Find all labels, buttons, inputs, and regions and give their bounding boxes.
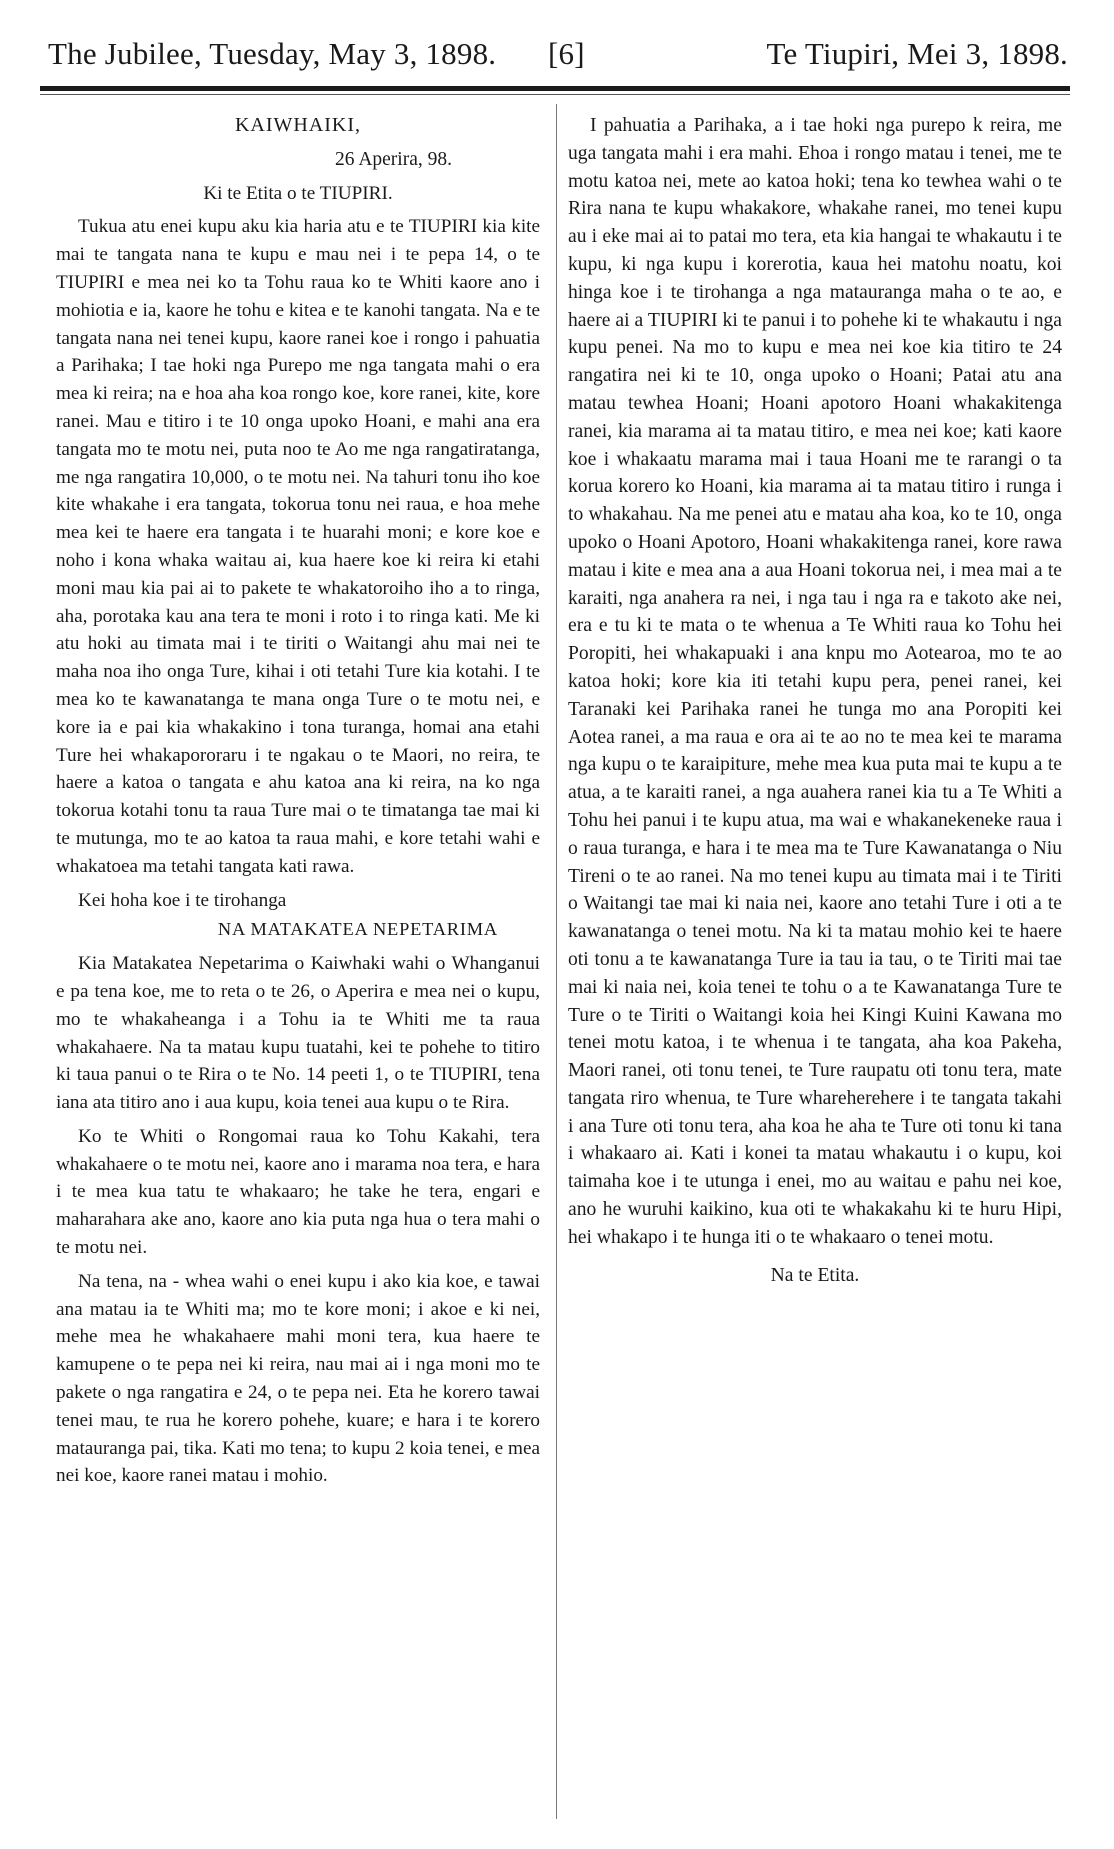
letter-addressee: Ki te Etita o te TIUPIRI. [203,182,393,204]
letter-heading: KAIWHAIKI, [234,114,362,136]
reply-paragraph: Kia Matakatea Nepetarima o Kaiwhaki wahi o Whanganui e pa tena koe, me to reta o te 26, o Aperira e mea nei o kupu, mo te whakaheanga i a Tohu ia te Whiti me ta raua whakahaere. Na ta matau kupu tuatahi, kei te pohehe to titiro ki taua panui o te Rira o te No. 14 peeti 1, o te TIUPIRI, tena iana ata titiro ano i aua kupu, koia tenei aua kupu o te Rira. [56,953,540,1114]
header-maori-date: Te Tiupiri, Mei 3, 1898. [766,36,1068,71]
reply-heading: NA MATAKATEA NEPETARIMA [217,919,498,940]
right-column [568,112,1062,1289]
reply-paragraph: Ko te Whiti o Rongomai raua ko Tohu Kakahi, tera whakahaere o te motu nei, kaore ano i marama noa tera, e hara i te mea kua tatu te whakaaro; he take he tera, engari e maharahara ake ano, kaore ano kia puta nga hua o tera mahi o te motu nei. [56,1125,540,1259]
letter-closing-line: Kei hoha koe i te tirohanga [78,889,287,911]
reply-continued-paragraph: I pahuatia a Parihaka, a i tae hoki nga purepo k reira, me uga tangata mahi i era mahi. Ehoa i rongo matau i tenei, me te motu katoa nei, mete ao katoa hoki; tena ko tewhea wahi o te Rira nana te kupu whakakore, whakahe ranei, mo tenei kupu au i eke mai ai to patai mo tera, eta kia hangai te whakautu i te kupu, ki nga kupu i korerotia, kaua hei matohu noatu, koi hinga koe i te tirohanga a nga matauranga maha o te ao, e haere ai a TIUPIRI ki te panui i to pohehe ki te whakautu i nga kupu penei. Na mo to kupu e mea nei koe kia titiro te 24 rangatira nei ki te 10, onga upoko o Hoani; Patai atu ana matau tewhea Hoani; Hoani apotoro Hoani whakakitenga ranei, kia marama ai ta matau titiro, e mea nei koe; kati kaore koe i whakaatu marama mai i taua Hoani me te rarangi o ta korua korero ko Hoani, kia marama ai ta matau titiro i runga i to whakahau. Na me penei atu e matau aha koa, ko te 10, onga upoko o Hoani Apotoro, Hoani whakakitenga ranei, kore rawa matau i kite e mea ana a aua Hoani tokorua nei, i mea mai a te karaiti, nga anahera ra nei, i nga tau i nga ra e takoto ake nei, era e tu ki te mata o te whenua a Te Whiti raua ko Tohu hei Poropiti, hei whakapuaki i ana knpu mo Aotearoa, mo te ao katoa hoki; kore kia iti tetahi kupu pera, penei ranei, kei Taranaki kei Parihaka ranei he tunga mo ana Poropiti kei Aotea ranei, a ma raua e ora ai te ao no te mea kei te marama nga kupu o te karaipiture, mehe mea kua puta mai te kupu a te atua, a te karaiti ranei, a nga auahera ranei kia tu a Te Whiti a Tohu hei panui i te kupu atua, ma wai e whakanekeneke raua i o raua turanga, e hara i te mea ma te Ture Kawanatanga o Niu Tireni o te ao ranei. Na mo tenei kupu au timata mai i te Tiriti o Waitangi tae mai ki naia nei, kaore ano tetahi Ture i oti a te kawanatanga o tenei motu. Na ki ta matau mohio kei te haere oti tonu a te kawanatanga Ture ia tau ia tau, o te Tiriti mai tae mai ki naia nei, koia tenei te tohu o a te Kawanatanga Ture te Ture o te Tiriti o Waitangi koia hei Kingi Kuini Kawana mo tenei motu katoa, i te whenua i te tangata, aha koa Pakeha, Maori ranei, oti tonu tenei, te Ture raupatu oti tonu tera, mate tangata riro whenua, te Ture whareherehere i te tangata takahi i ana Ture oti tonu tera, aha koa he aha te Ture oti tonu ki tana i whakaaro ai. Kati i konei ta matau whakautu i o kupu, koi taimaha koe i te utunga i enei, mo au waitau e pahu nei koe, ano he wuruhi kaikino, kua oti te whakakahu ki te huru Hipi, hei whakapo i te hunga iti o te whakaaro o tenei motu. [568,115,1062,1248]
header-english-date: The Jubilee, Tuesday, May 3, 1898. [48,36,497,71]
reply-paragraph: Na tena, na - whea wahi o enei kupu i ako kia koe, e tawai ana matau ia te Whiti ma; mo te kore moni; i akoe e ki nei, mehe mea he whakahaere mahi moni tera, kua haere te kamupene o te pepa nei ki reira, nau mai ai i nga moni mo te pakete o nga rangatira e 24, o te pepa nei. Eta he korero tawai tenei mau, te rua he korero pohehe, kuare; e hara i te korero matauranga pai, tika. Kati mo tena; to kupu 2 koia tenei, e mea nei koe, kaore ranei matau i mohio. [56,1270,540,1487]
letter-date: 26 Aperira, 98. [335,148,452,170]
header-rule [40,86,1070,91]
editor-signature: Na te Etita. [770,1264,860,1286]
left-column [56,112,540,1490]
header-rule-thin [40,94,1070,95]
page-number: [6] [548,36,585,71]
page-header [48,36,1068,80]
letter-body-paragraph: Tukua atu enei kupu aku kia haria atu e te TIUPIRI kia kite mai te tangata nana te kupu e mau nei i te pepa 14, o te TIUPIRI e mea nei ko ta Tohu raua ko te Whiti kaore ano i mohiotia e ia, kaore he tohu e kitea e te kanohi tangata. Na e te tangata nana nei tenei kupu, kaore ranei koe i rongo i pahuatia a Parihaka; I tae hoki nga Purepo me nga tangata mahi o era mea ki reira; na e hoa aha koa rongo koe, kore ranei, kite, kore ranei. Mau e titiro i te 10 onga upoko Hoani, e mahi ana era tangata mo te motu nei, puta noo te Ao me nga rangatiratanga, me nga rangatira 10,000, o te motu nei. Na tahuri tonu iho koe kite whakahe i era tangata, tokorua tonu nei raua, e hoa mehe mea kei te haere era tangata i te huarahi moni; e kore koe e noho i kona whaka waitau ai, kua haere koe ki reira ki etahi moni mau kia pai ai to pakete te whakatoroiho iho a to ringa, aha, porotaka kau ana tera te moni i roto i to ringa kati. Me ki atu hoki au timata mai i te tiriti o Waitangi ahu mai nei te maha noa iho onga Ture, kihai i oti tetahi Ture kia kotahi. I te mea ko te kawanatanga te mana onga Ture o te motu nei, e kore ia e pai kia whakakino i tona turanga, homai ana etahi Ture hei whakapororaru i te ngakau o te Maori, no reira, te haere a katoa o tangata e ahu katoa ana ki reira, na ko nga tokorua kotahi tonu ta raua Ture mai o te timatanga tae mai ki te mutunga, mo te ao katoa ta raua mahi, e kore tetahi wahi e whakatoea ma tetahi tangata kati rawa. [56,216,540,877]
column-divider [556,104,557,1819]
